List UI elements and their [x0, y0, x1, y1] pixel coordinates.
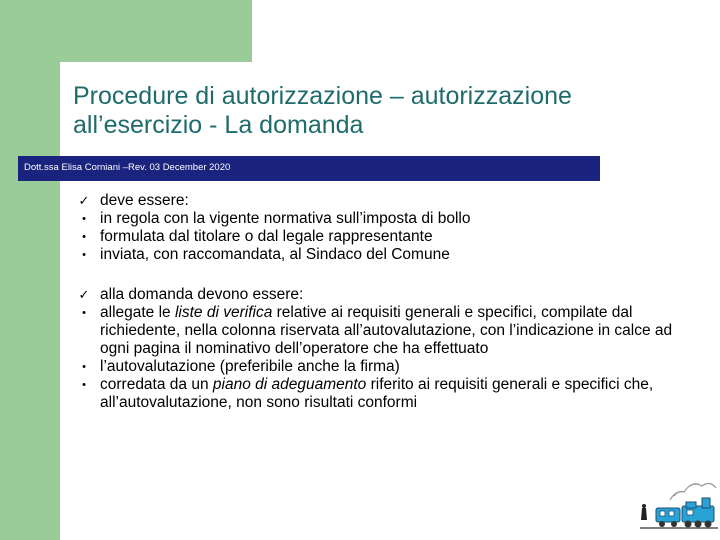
bullet-text: inviata, con raccomandata, al Sindaco del Comune [100, 246, 450, 263]
bullet-item [74, 192, 694, 210]
bullet-text [100, 376, 653, 411]
bullet-text-part: relative ai requisiti generali e specifici, compilate dal richiedente, nella colonna riservata all’autovalutazione, con l’indicazione in calce ad ogni pagina il nominativo dell’operatore che ha effettuato [100, 304, 673, 357]
check-icon: ✓ [78, 193, 90, 208]
bullet-dot-icon: • [82, 213, 86, 225]
bullet-dot-icon: • [82, 379, 86, 391]
bullet-dot-icon: • [82, 249, 86, 261]
bullet-dot-icon: • [82, 231, 86, 243]
bullet-text: formulata dal titolare o dal legale rappresentante [100, 228, 433, 245]
bullet-list [74, 192, 694, 412]
green-top-band [0, 0, 252, 62]
bullet-dot-icon: • [82, 361, 86, 373]
bullet-item [74, 358, 694, 376]
bullet-item [74, 286, 694, 304]
author-bar [18, 156, 600, 181]
train-icon [630, 470, 720, 536]
bullet-text: alla domanda devono essere: [100, 286, 304, 303]
bullet-text-part: allegate le [100, 304, 175, 321]
bullet-text [100, 304, 672, 357]
slide-title: Procedure di autorizzazione – autorizzazione all’esercizio - La domanda [73, 82, 572, 139]
bullet-text-part: corredata da un [100, 376, 213, 393]
bullet-item [74, 210, 694, 228]
bullet-text: deve essere: [100, 192, 189, 209]
bullet-text-part: riferito ai requisiti generali e specifici che, all’autovalutazione, non sono risultati conformi [100, 376, 654, 411]
author-line: Dott.ssa Elisa Corniani –Rev. 03 December 2020 [24, 162, 231, 173]
bullet-item [74, 304, 694, 358]
bullet-text-emphasis: piano di adeguamento [212, 376, 367, 393]
bullet-item [74, 228, 694, 246]
green-side-band [0, 0, 60, 540]
bullet-dot-icon: • [82, 307, 86, 319]
bullet-text: in regola con la vigente normativa sull’imposta di bollo [100, 210, 471, 227]
bullet-text-emphasis: liste di verifica [174, 304, 273, 321]
bullet-gap [74, 264, 694, 286]
bullet-text: l’autovalutazione (preferibile anche la firma) [100, 358, 400, 375]
check-icon: ✓ [78, 287, 90, 302]
bullet-item [74, 376, 694, 412]
bullet-item [74, 246, 694, 264]
